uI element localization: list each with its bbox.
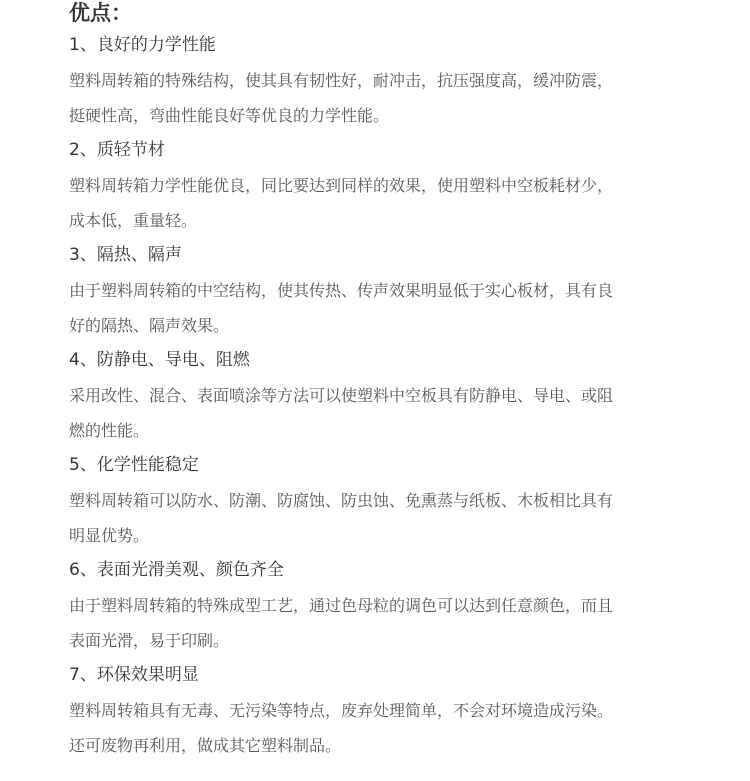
section-title: 5、化学性能稳定 [69,455,199,475]
body-line: 燃的性能。 [69,421,150,440]
body-line: 塑料周转箱具有无毒、无污染等特点，废弃处理简单，不会对环境造成污染。 [69,701,614,720]
body-line: 由于塑料周转箱的中空结构，使其传热、传声效果明显低于实心板材，具有良 [69,281,614,300]
section-title: 1、良好的力学性能 [69,35,216,55]
section-body [69,378,686,448]
section-body [69,63,686,133]
section-title: 3、隔热、隔声 [69,245,182,265]
body-line: 采用改性、混合、表面喷涂等方法可以使塑料中空板具有防静电、导电、或阻 [69,386,614,405]
body-line: 成本低，重量轻。 [69,211,198,230]
body-line: 塑料周转箱可以防水、防潮、防腐蚀、防虫蚀、免熏蒸与纸板、木板相比具有 [69,491,614,510]
body-line: 好的隔热、隔声效果。 [69,316,230,335]
section-body [69,588,686,658]
body-line: 塑料周转箱的特殊结构，使其具有韧性好，耐冲击，抗压强度高，缓冲防震， [69,71,614,90]
body-line: 挺硬性高，弯曲性能良好等优良的力学性能。 [69,106,390,125]
body-line: 明显优势。 [69,526,150,545]
section-title: 7、环保效果明显 [69,665,199,685]
section-title: 6、表面光滑美观、颜色齐全 [69,560,284,580]
section-2 [69,133,686,238]
section-body [69,693,686,763]
section-7 [69,658,686,763]
section-6 [69,553,686,658]
section-body [69,483,686,553]
section-1 [69,28,686,133]
section-5 [69,448,686,553]
body-line: 还可废物再利用，做成其它塑料制品。 [69,736,342,755]
section-3 [69,238,686,343]
section-title: 2、质轻节材 [69,140,165,160]
section-body [69,168,686,238]
section-body [69,273,686,343]
page-heading: 优点： [69,1,132,25]
body-line: 塑料周转箱力学性能优良，同比要达到同样的效果，使用塑料中空板耗材少， [69,176,614,195]
body-line: 由于塑料周转箱的特殊成型工艺，通过色母粒的调色可以达到任意颜色，而且 [69,596,614,615]
body-line: 表面光滑，易于印刷。 [69,631,230,650]
section-4 [69,343,686,448]
section-title: 4、防静电、导电、阻燃 [69,350,250,370]
